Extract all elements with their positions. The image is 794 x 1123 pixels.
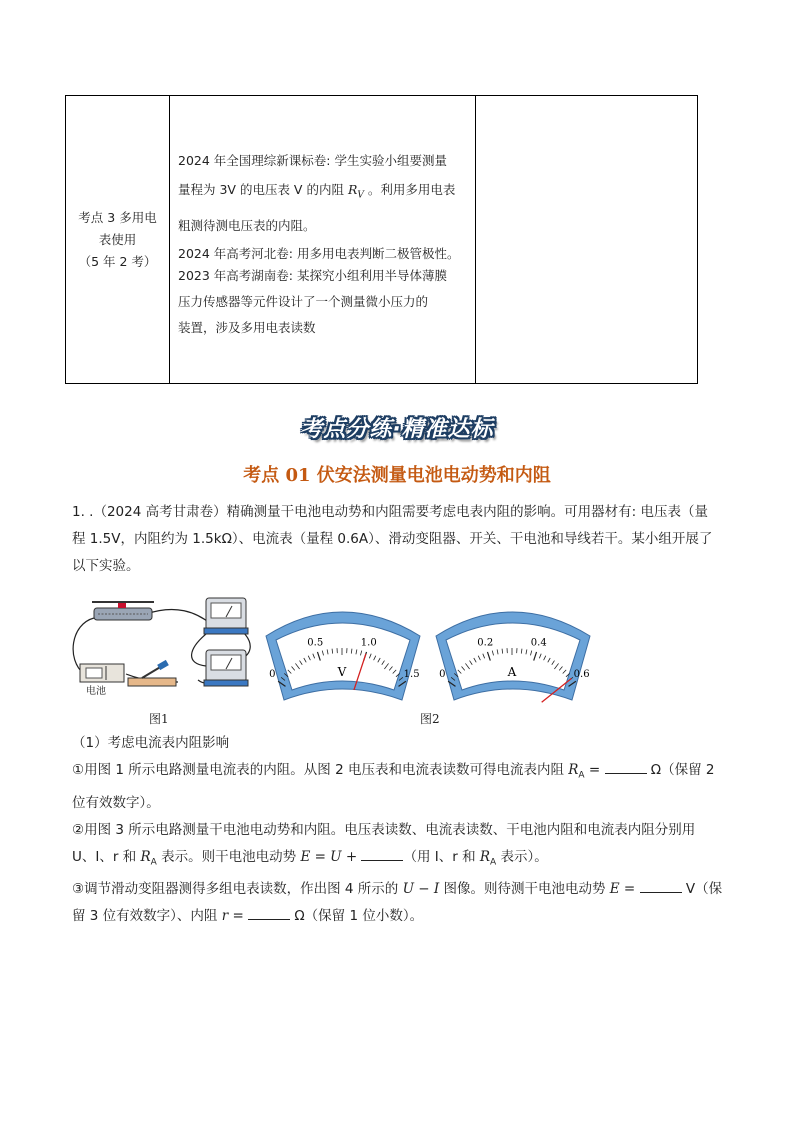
voltmeter-icon (204, 598, 248, 634)
battery-icon (80, 664, 124, 682)
part1-item-3-cont: 留 3 位有效数字）、内阻 r = Ω（保留 1 位小数）。 (72, 903, 732, 930)
part1-item-1: ①用图 1 所示电路测量电流表的内阻。从图 2 电压表和电流表读数可得电流表内阻 $R_A = \Omega$（保留 2 (72, 757, 732, 790)
question-1-part-1 (72, 730, 732, 930)
battery-label: 电池 (86, 686, 106, 697)
exam-line-4: 2024 年高考河北卷: 用多用电表判断二极管极性。 (178, 245, 460, 261)
voltmeter-unit: V (337, 665, 347, 679)
part1-item-2-cont: U、I、r 和 $R_A$ 表示。则干电池电动势 E = U + （用 I、r 和 $R_A$ 表示）。 (72, 844, 732, 877)
exam-line-1: 2024 年全国理综新课标卷: 学生实验小组要测量 (178, 153, 447, 168)
q1-line-1: 1. .（2024 高考甘肃卷）精确测量干电池电动势和内阻需要考虑电表内阻的影响。可用器材有: 电压表（量 (72, 504, 708, 520)
voltmeter-tick-label: 1.0 (360, 637, 377, 649)
rheostat-icon (92, 602, 154, 620)
question-1-intro (72, 499, 732, 580)
answer-blank-r[interactable] (248, 905, 290, 920)
topic-line-1: 考点 3 多用电 (78, 209, 157, 225)
ammeter-tick-label: 0.4 (530, 637, 547, 649)
exam-line-7: 装置，涉及多用电表读数 (178, 319, 316, 335)
table-cell-exams (170, 96, 476, 383)
part1-item-3: ③调节滑动变阻器测得多组电表读数，作出图 4 所示的 U − I 图像。则待测干电池电动势 E = V（保 (72, 876, 732, 903)
table-cell-empty (476, 96, 697, 383)
voltmeter-tick-label: 0.5 (307, 637, 324, 649)
part1-item-1-cont: 位有效数字）。 (72, 794, 160, 811)
answer-blank-emf[interactable] (640, 878, 682, 893)
part1-item-2: ②用图 3 所示电路测量干电池电动势和内阻。电压表读数、电流表读数、干电池内阻和电流表内阻分别用 (72, 821, 696, 838)
voltmeter-tick-label: 0 (269, 669, 276, 681)
exam-line-3: 粗测待测电压表的内阻。 (178, 217, 316, 233)
voltmeter-dial (266, 612, 420, 700)
ammeter-tick-label: 0.6 (573, 669, 590, 681)
topic-line-3: （5 年 2 考） (78, 253, 157, 269)
ammeter-unit: A (507, 665, 517, 679)
exam-line-6: 压力传感器等元件设计了一个测量微小压力的 (178, 293, 429, 309)
ammeter-tick-label: 0 (439, 669, 446, 681)
exam-line-5: 2023 年高考湖南卷: 某探究小组利用半导体薄膜 (178, 267, 447, 283)
part1-heading: （1）考虑电流表内阻影响 (72, 735, 230, 751)
answer-blank-emf-expr[interactable] (361, 846, 403, 861)
q1-line-3: 以下实验。 (72, 558, 140, 574)
figure-1-label: 图1 (149, 712, 169, 726)
answer-blank-ra[interactable] (605, 759, 647, 774)
meters-figure (262, 606, 600, 704)
section-banner: 考点分练·精准达标 (300, 417, 494, 442)
switch-icon (128, 660, 176, 686)
topic-line-2: 表使用 (98, 231, 137, 247)
ammeter-icon (204, 650, 248, 686)
q1-line-2: 程 1.5V，内阻约为 1.5kΩ）、电流表（量程 0.6A）、滑动变阻器、开关、干电池和导线若干。某小组开展了 (72, 531, 713, 547)
figure-2-label: 图2 (420, 712, 440, 726)
ammeter-dial (436, 612, 590, 702)
exam-point-table (65, 95, 698, 384)
exam-line-2: 量程为 3V 的电压表 V 的内阻 $R_V$ 。利用多用电表 (178, 182, 456, 201)
topic-title: 考点 01 伏安法测量电池电动势和内阻 (243, 465, 551, 486)
circuit-figure (66, 594, 256, 698)
voltmeter-tick-label: 1.5 (403, 669, 420, 681)
ammeter-tick-label: 0.2 (477, 637, 494, 649)
table-cell-topic (66, 96, 170, 383)
